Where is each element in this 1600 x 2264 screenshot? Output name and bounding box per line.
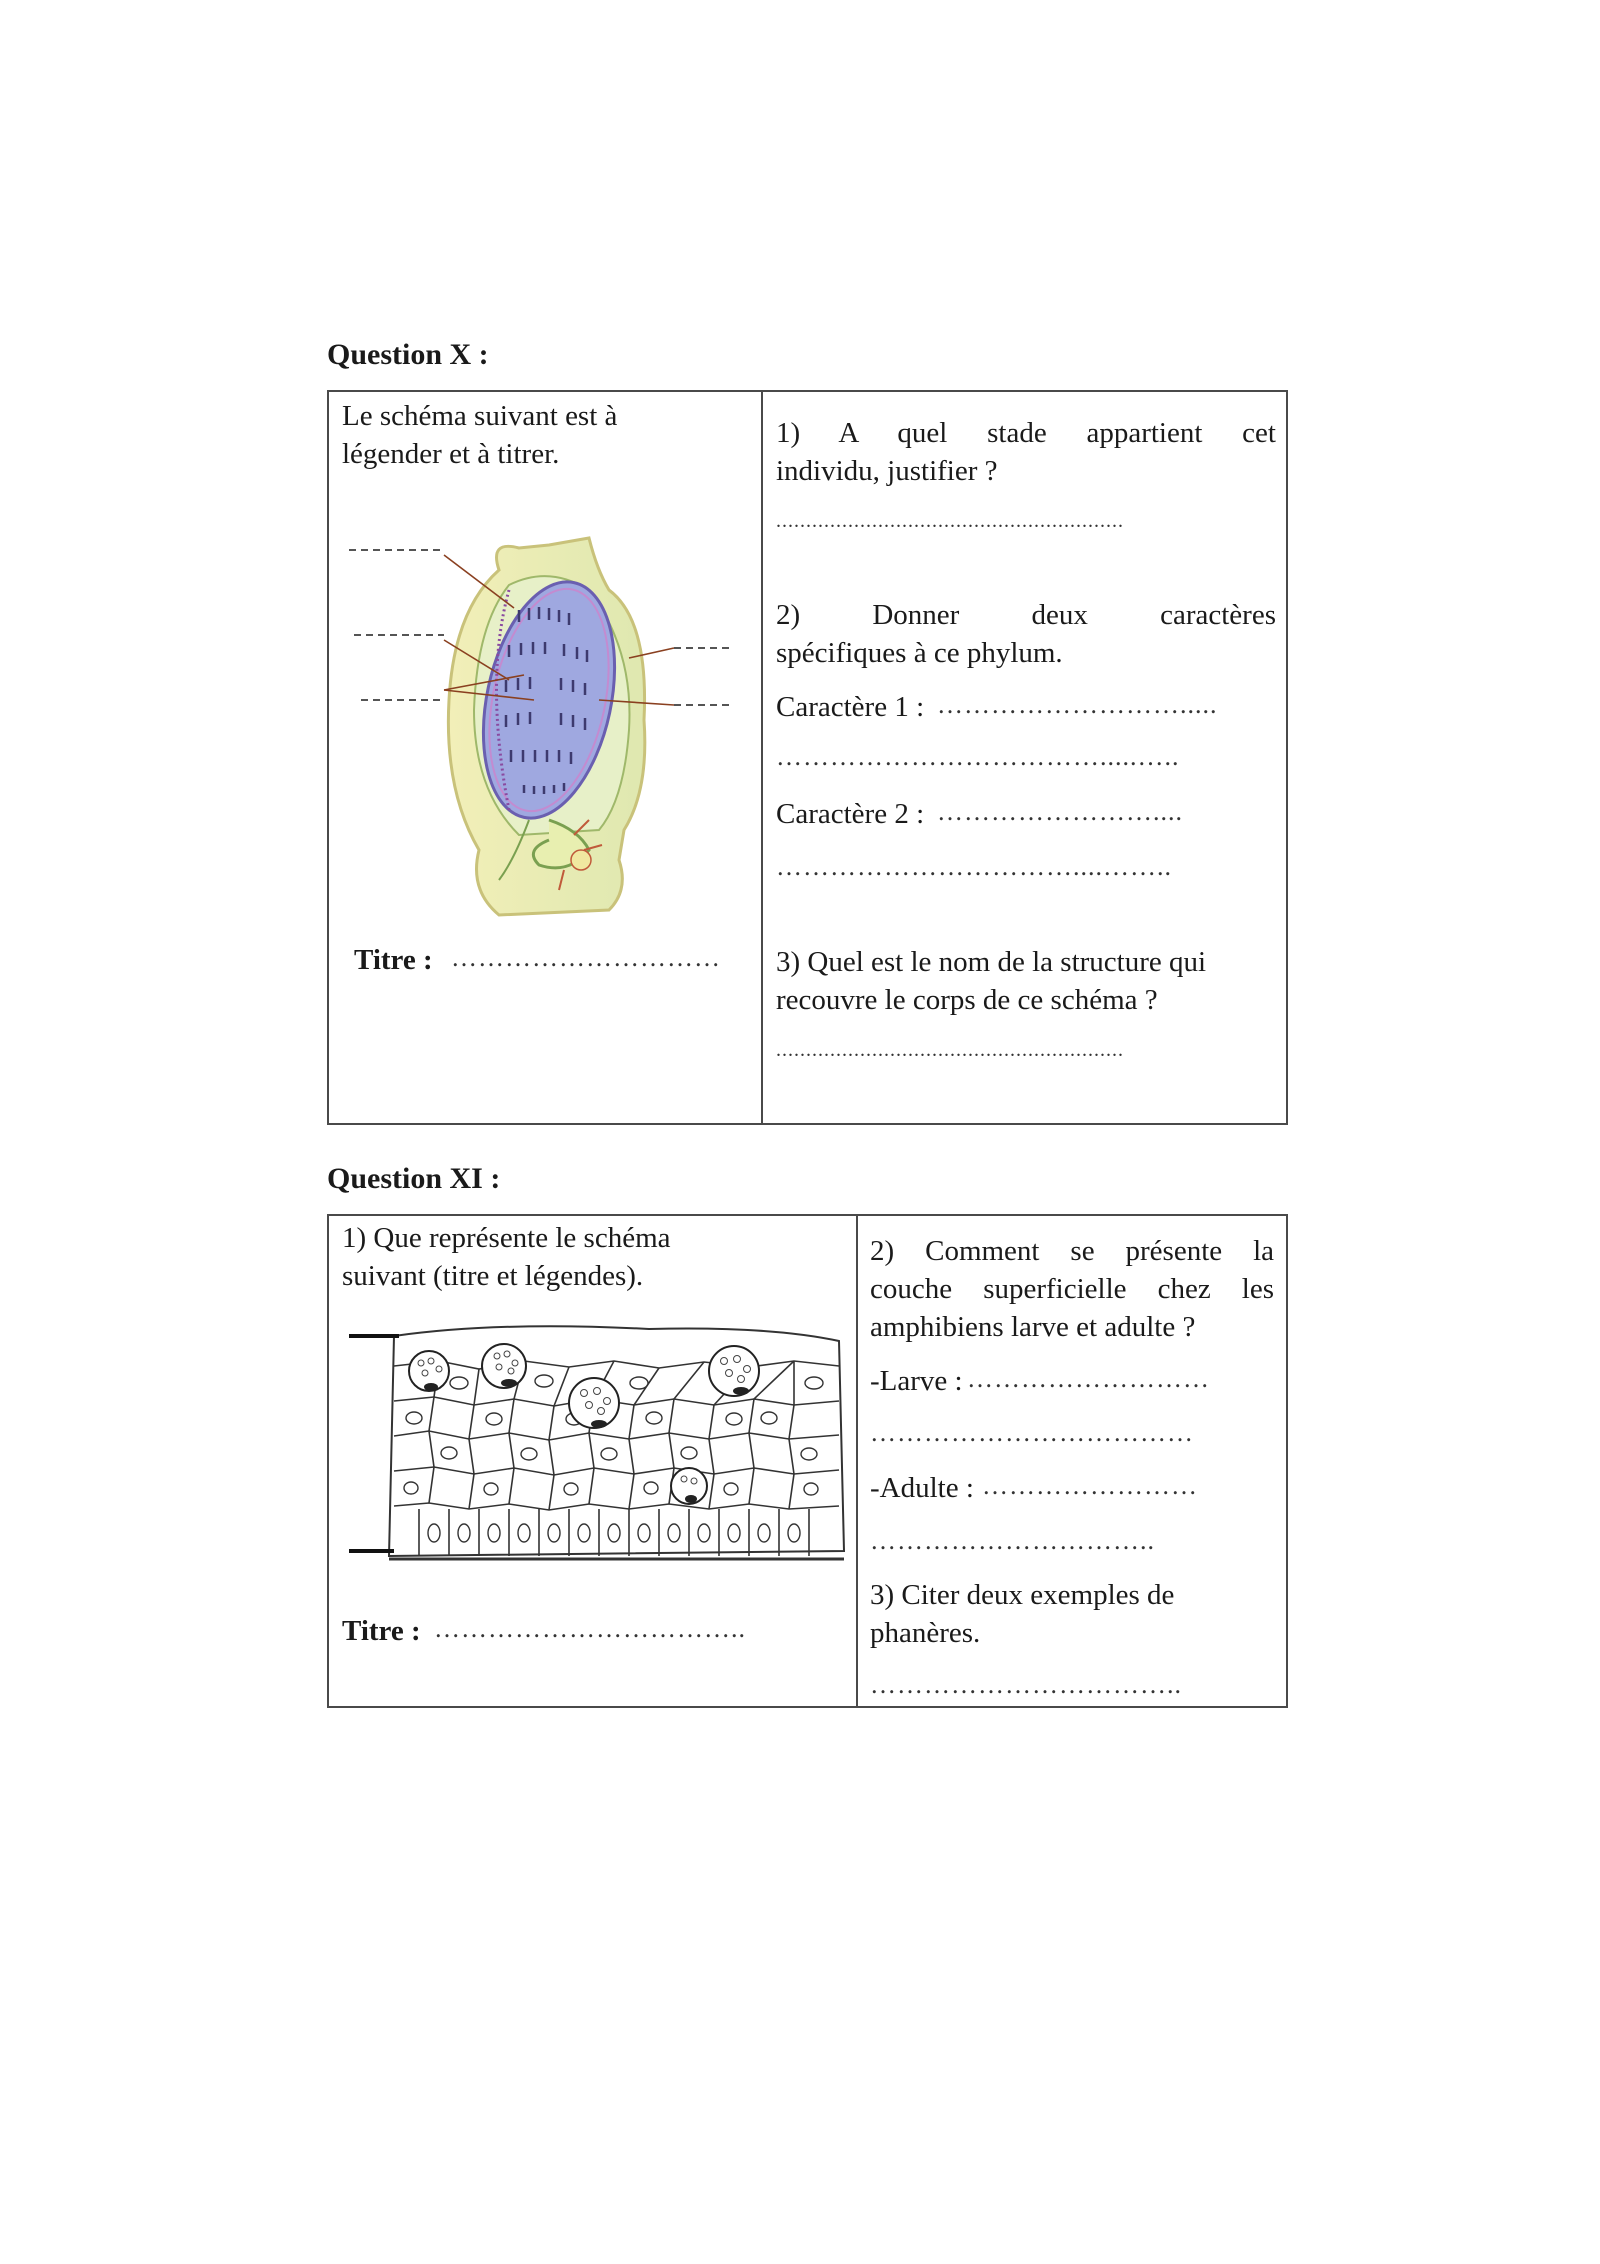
question-xi-q1-line1: 1) Que représente le schéma bbox=[342, 1222, 671, 1254]
question-x-caractere2-label: Caractère 2 : bbox=[776, 798, 925, 830]
gland-cells bbox=[409, 1344, 759, 1504]
question-xi-q3-line1: 3) Citer deux exemples de bbox=[870, 1579, 1175, 1611]
question-x-q1-line1: 1) A quel stade appartient cet bbox=[776, 417, 1276, 449]
question-xi-titre-label: Titre : bbox=[342, 1615, 421, 1647]
question-xi-title: Question XI : bbox=[327, 1162, 501, 1195]
question-xi-larve-label: -Larve : bbox=[870, 1365, 963, 1397]
question-x-intro-line1: Le schéma suivant est à bbox=[342, 400, 618, 432]
question-xi-q3-line2: phanères. bbox=[870, 1617, 981, 1649]
question-xi-larve-line2: ……………………………… bbox=[870, 1418, 1194, 1447]
ascidian-diagram bbox=[349, 530, 749, 920]
question-x-titre-dots: ………………………… bbox=[451, 943, 721, 972]
question-x-q2-line1: 2) Donner deux caractères bbox=[776, 599, 1276, 631]
question-xi-q2-line1: 2) Comment se présente la bbox=[870, 1235, 1274, 1267]
question-x-caractere2-dots: …………………….... bbox=[937, 797, 1183, 826]
question-xi-divider bbox=[856, 1216, 858, 1706]
question-xi-q1-line2: suivant (titre et légendes). bbox=[342, 1260, 644, 1292]
question-x-intro-line2: légender et à titrer. bbox=[342, 438, 560, 470]
question-x-q3-line1: 3) Quel est le nom de la structure qui bbox=[776, 946, 1207, 978]
question-xi-adulte-dots: …………………… bbox=[982, 1471, 1198, 1500]
question-x-q3-line2: recouvre le corps de ce schéma ? bbox=[776, 984, 1158, 1016]
epidermis-diagram bbox=[349, 1321, 849, 1571]
question-x-divider bbox=[761, 392, 763, 1123]
question-x-titre-label: Titre : bbox=[354, 944, 433, 976]
question-xi-q2-line3: amphibiens larve et adulte ? bbox=[870, 1311, 1196, 1343]
question-xi-titre-dots: …………………………….. bbox=[434, 1614, 746, 1643]
question-xi-q2-line2: couche superficielle chez les bbox=[870, 1273, 1274, 1305]
question-xi-adulte-line2: ………………………….. bbox=[870, 1526, 1155, 1555]
question-xi-larve-dots: ……………………… bbox=[967, 1364, 1210, 1393]
question-x-q2-line2: spécifiques à ce phylum. bbox=[776, 637, 1063, 669]
question-xi-table bbox=[327, 1214, 1288, 1708]
question-x-q1-line2: individu, justifier ? bbox=[776, 455, 998, 487]
question-x-q3-answer-line: .......................................................... bbox=[776, 1039, 1124, 1061]
question-x-caractere2-line2: ……………………………....…….. bbox=[776, 852, 1172, 881]
question-xi-q3-answer-line: …………………………….. bbox=[870, 1670, 1182, 1699]
question-x-caractere1-label: Caractère 1 : bbox=[776, 691, 925, 723]
question-x-caractere1-dots: ………………………..... bbox=[937, 690, 1218, 719]
question-xi-adulte-label: -Adulte : bbox=[870, 1472, 974, 1504]
question-x-caractere1-line2: ……………………………….....….. bbox=[776, 742, 1180, 771]
question-x-title: Question X : bbox=[327, 338, 489, 371]
question-x-q1-answer-line: .......................................................... bbox=[776, 510, 1124, 532]
question-x-table bbox=[327, 390, 1288, 1125]
